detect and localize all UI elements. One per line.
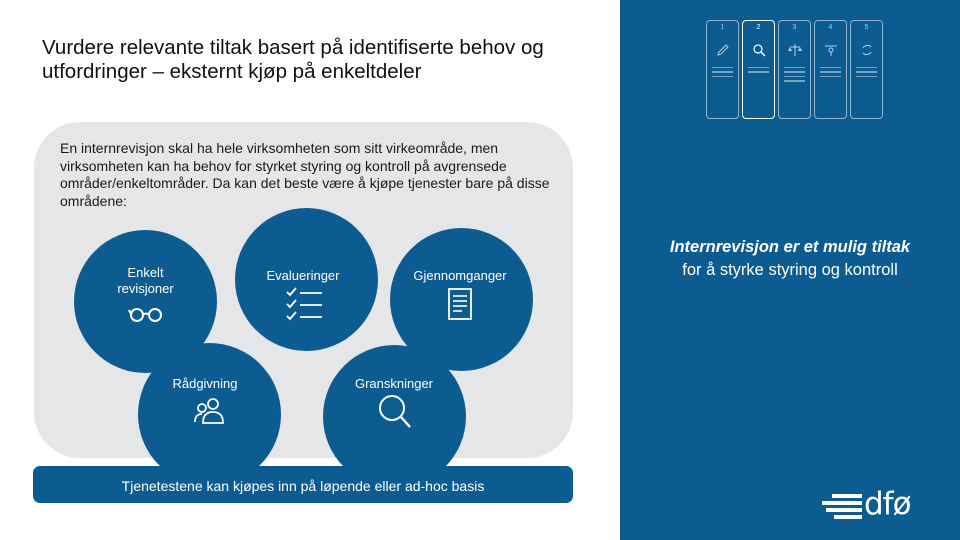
step-description xyxy=(820,67,841,80)
side-statement-emphasis: Internrevisjon er et mulig tiltak xyxy=(669,238,911,256)
people-icon xyxy=(194,397,226,425)
magnifier-icon xyxy=(377,393,413,431)
side-statement-rest: for å styrke styring og kontroll xyxy=(682,261,898,279)
side-statement xyxy=(660,236,920,282)
process-step-4 xyxy=(814,20,847,119)
process-step-2 xyxy=(742,20,775,119)
step-description xyxy=(784,67,805,85)
info-bar-text: Tjenetestene kan kjøpes inn på løpende eller ad-hoc basis xyxy=(121,478,485,494)
document-icon xyxy=(448,288,472,320)
service-label: Granskninger xyxy=(354,376,434,391)
step-number: 5 xyxy=(864,24,869,31)
step-number: 2 xyxy=(756,24,761,31)
service-label: Evalueringer xyxy=(266,268,340,283)
service-circle-radgivning xyxy=(138,343,281,486)
process-step-3 xyxy=(778,20,811,119)
service-label-line2: revisjoner xyxy=(117,281,174,296)
service-label: Gjennomganger xyxy=(413,268,507,283)
checklist-icon xyxy=(285,286,325,322)
step-description xyxy=(748,67,769,76)
step-number: 3 xyxy=(792,24,797,31)
process-step-1 xyxy=(706,20,739,119)
info-bar xyxy=(33,466,573,503)
intro-text: En internrevisjon skal ha hele virksomheten som sitt virkeområde, men virksomheten kan ha behov for styrket styring og kontroll på avgrensede områder/enkeltområder. Da kan det beste være å kjøpe tjenester bare på disse områdene: xyxy=(60,140,550,209)
search-icon xyxy=(752,43,766,57)
step-description xyxy=(712,67,733,80)
step-description xyxy=(856,67,877,80)
glasses-icon xyxy=(128,306,164,324)
process-step-5 xyxy=(850,20,883,119)
presenter-icon xyxy=(824,43,838,57)
service-label xyxy=(74,265,217,297)
cycle-icon xyxy=(860,43,874,57)
step-number: 1 xyxy=(720,24,725,31)
service-label: Rådgivning xyxy=(172,376,238,391)
dfo-logo-text: dfø xyxy=(864,486,911,522)
page-title: Vurdere relevante tiltak basert på identifiserte behov og utfordringer – eksternt kjøp på enkeltdeler xyxy=(42,36,544,83)
scale-icon xyxy=(788,43,802,57)
dfo-logo xyxy=(822,486,942,522)
side-panel xyxy=(620,0,960,540)
service-label-line1: Enkelt xyxy=(127,265,164,280)
service-circle-evalueringer xyxy=(235,208,378,351)
pencil-icon xyxy=(716,43,730,57)
step-number: 4 xyxy=(828,24,833,31)
